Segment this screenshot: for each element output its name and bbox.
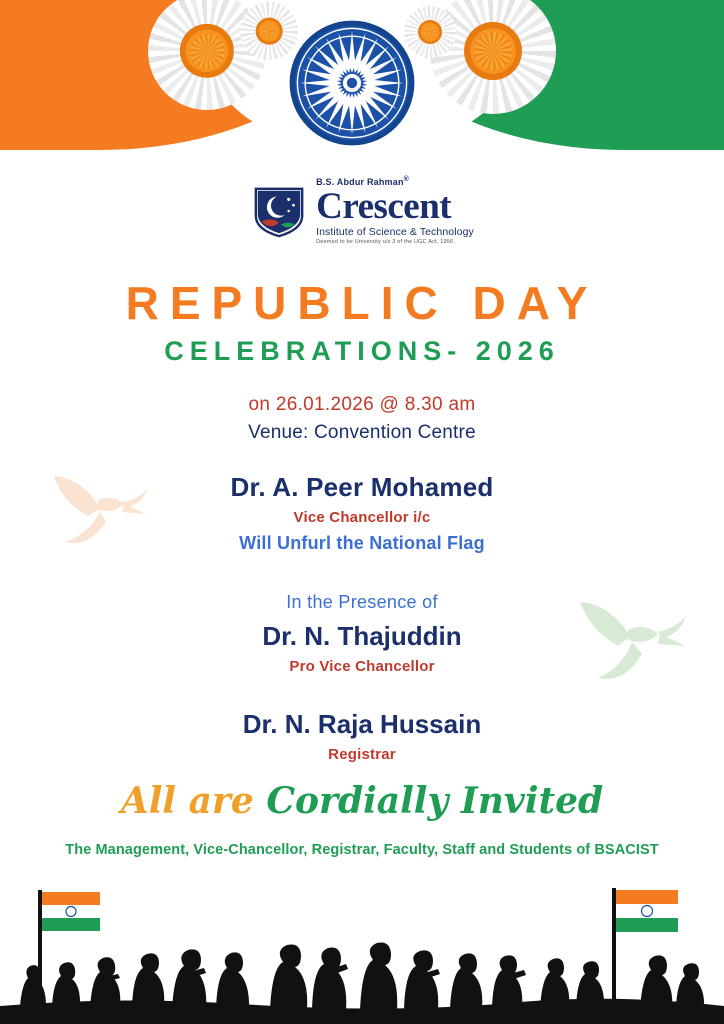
event-date-time: on 26.01.2026 @ 8.30 am <box>248 394 476 415</box>
invitation-line-part1: All are <box>120 780 267 822</box>
institute-logo <box>0 176 724 245</box>
guest1-name: Dr. N. Thajuddin <box>262 621 462 651</box>
logo-top-text: B.S. Abdur Rahman <box>316 177 404 187</box>
invitation-line <box>0 780 724 822</box>
invitation-line-part2: Cordially Invited <box>266 780 604 822</box>
guest1-role: Pro Vice Chancellor <box>289 658 435 675</box>
top-decorative-band <box>0 0 724 150</box>
event-venue: Venue: Convention Centre <box>248 422 476 443</box>
soldiers-silhouette-art <box>0 874 724 1024</box>
poster-title: REPUBLIC DAY <box>125 277 599 329</box>
logo-fineprint: Deemed to be University u/s 3 of the UGC Act, 1956 <box>316 238 454 245</box>
guest2-name: Dr. N. Raja Hussain <box>242 709 482 739</box>
ashoka-chakra-icon <box>287 18 417 148</box>
chief-guest-action: Will Unfurl the National Flag <box>239 533 485 553</box>
logo-subtitle: Institute of Science & Technology <box>316 226 474 238</box>
presence-label: In the Presence of <box>286 592 438 612</box>
chief-guest-name: Dr. A. Peer Mohamed <box>230 472 494 502</box>
chief-guest-role: Vice Chancellor i/c <box>293 509 431 526</box>
guest2-role: Registrar <box>328 746 396 763</box>
poster-body <box>0 394 724 763</box>
registered-mark-icon: ® <box>403 176 410 183</box>
crescent-emblem-icon <box>250 183 308 239</box>
poster-footer: The Management, Vice-Chancellor, Registrar, Faculty, Staff and Students of BSACIST <box>65 842 659 858</box>
poster-subtitle: CELEBRATIONS- 2026 <box>164 336 560 366</box>
logo-brand: Crescent <box>316 186 452 227</box>
